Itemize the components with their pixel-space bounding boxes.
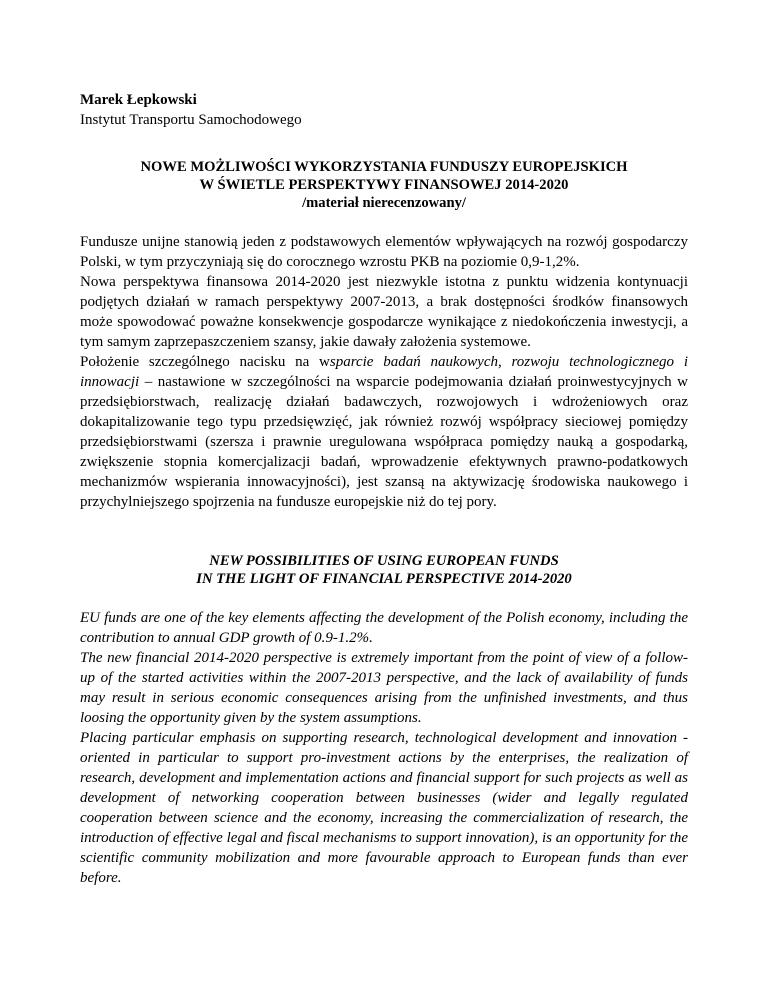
title-en-line-1: NEW POSSIBILITIES OF USING EUROPEAN FUNDS — [209, 553, 559, 569]
abstract-pl-paragraph-1: Fundusze unijne stanowią jeden z podstawowych elementów wpływających na rozwój gospodarczy Polski, w tym przyczyniają się do corocznego wzrostu PKB na poziomie 0,9-1,2%. — [80, 234, 688, 270]
abstract-en-paragraph-2: The new financial 2014-2020 perspective is extremely important from the point of view of a follow-up of the started activities within the 2007-2013 perspective, and the lack of availability of funds may result in serious economic consequences arising from the unfinished investments, and thus loosing the opportunity given by the system assumptions. — [80, 650, 688, 726]
title-pl-line-3: /materiał nierecenzowany/ — [302, 195, 466, 211]
title-english — [80, 552, 688, 588]
abstract-en-paragraph-1: EU funds are one of the key elements affecting the development of the Polish economy, including the contribution to annual GDP growth of 0.9-1.2%. — [80, 610, 688, 646]
abstract-polish — [80, 232, 688, 512]
abstract-pl-p3-end: – nastawione w szczególności na wsparcie podejmowania działań proinwestycyjnych w przedsiębiorstwach, realizację działań badawczych, rozwojowych i wdrożeniowych oraz dokapitalizowanie tego typu przedsięwzięć, jak również rozwój współpracy sieciowej pomiędzy przedsiębiorstwami (szersza i prawnie uregulowana współpraca pomiędzy nauką a gospodarką, zwiększenie stopnia komercjalizacji badań, wprowadzenie efektywnych prawno-podatkowych mechanizmów wspierania innowacyjności), jest szansą na aktywizację środowiska naukowego i przychylniejszego spojrzenia na fundusze europejskie niż do tej pory. — [80, 374, 688, 510]
abstract-pl-paragraph-3 — [80, 352, 688, 512]
author-block — [80, 90, 688, 130]
abstract-pl-paragraph-2: Nowa perspektywa finansowa 2014-2020 jest niezwykle istotna z punktu widzenia kontynuacji podjętych działań w ramach perspektywy 2007-2013, a brak dostępności środków finansowych może spowodować poważne konsekwencje gospodarcze wynikające z niedokończenia inwestycji, a tym samym zaprzepaszczeniem szansy, jakie dawały założenia systemowe. — [80, 274, 688, 350]
abstract-en-paragraph-3: Placing particular emphasis on supporting research, technological development and innovation - oriented in particular to support pro-investment actions by the enterprises, the realization of research, development and implementation actions and financial support for such projects as well as development of networking cooperation between businesses (wider and legally regulated cooperation between science and the economy, increasing the commercialization of research, the introduction of effective legal and fiscal mechanisms to support innovation), is an opportunity for the scientific community mobilization and more favourable approach to European funds than ever before. — [80, 730, 688, 886]
abstract-english — [80, 608, 688, 888]
title-polish — [80, 158, 688, 212]
title-pl-line-2: W ŚWIETLE PERSPEKTYWY FINANSOWEJ 2014-2020 — [199, 177, 569, 193]
document-page — [80, 90, 688, 888]
title-pl-line-1: NOWE MOŻLIWOŚCI WYKORZYSTANIA FUNDUSZY EUROPEJSKICH — [140, 159, 628, 175]
author-institution: Instytut Transportu Samochodowego — [80, 112, 302, 128]
title-en-line-2: IN THE LIGHT OF FINANCIAL PERSPECTIVE 2014-2020 — [196, 571, 572, 587]
author-name: Marek Łepkowski — [80, 92, 197, 108]
abstract-pl-p3-start: Położenie szczególnego nacisku na w — [80, 354, 330, 370]
abstract-pl-p3-italic: sparcie badań naukowych, rozwoju technologicznego i innowacji — [80, 354, 688, 390]
